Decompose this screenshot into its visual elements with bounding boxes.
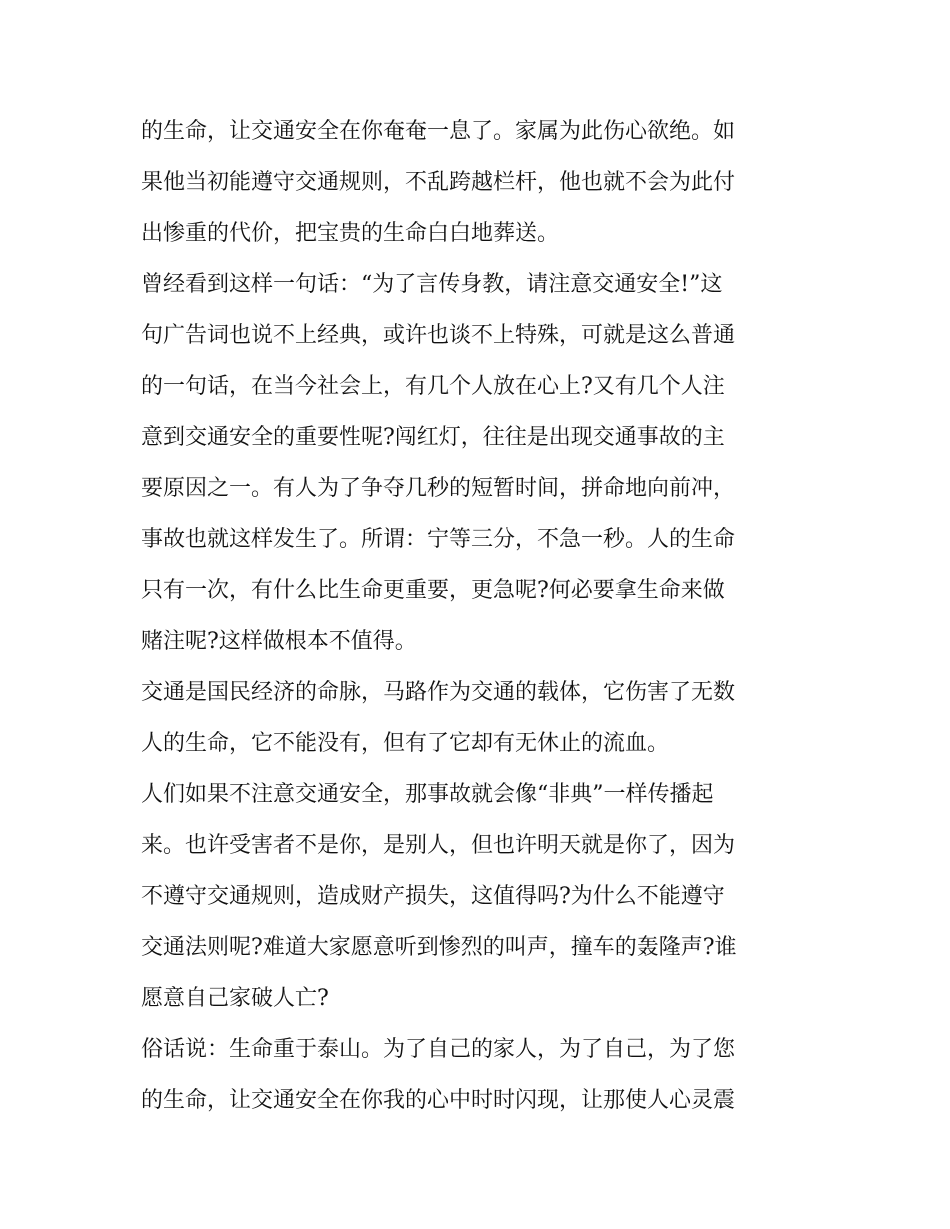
body-text <box>141 106 821 1126</box>
text-line: 的生命，让交通安全在你奄奄一息了。家属为此伤心欲绝。如 <box>141 119 736 144</box>
text-line: 交通法则呢?难道大家愿意听到惨烈的叫声，撞车的轰隆声?谁 <box>141 935 737 960</box>
text-line: 来。也许受害者不是你，是别人，但也许明天就是你了，因为 <box>141 833 736 858</box>
text-line: 只有一次，有什么比生命更重要，更急呢?何必要拿生命来做 <box>141 578 725 603</box>
text-line: 的生命，让交通安全在你我的心中时时闪现，让那使人心灵震 <box>141 1088 736 1113</box>
text-line: 交通是国民经济的命脉，马路作为交通的载体，它伤害了无数 <box>141 680 736 705</box>
text-line: 事故也就这样发生了。所谓：宁等三分，不急一秒。人的生命 <box>141 527 736 552</box>
text-line: 意到交通安全的重要性呢?闯红灯，往往是出现交通事故的主 <box>141 425 725 450</box>
text-line: 的一句话，在当今社会上，有几个人放在心上?又有几个人注 <box>141 374 725 399</box>
text-line: 俗话说：生命重于泰山。为了自己的家人，为了自己，为了您 <box>141 1037 736 1062</box>
text-line: 赌注呢?这样做根本不值得。 <box>141 629 417 654</box>
text-line: 出惨重的代价，把宝贵的生命白白地葬送。 <box>141 221 560 246</box>
text-line: 愿意自己家破人亡? <box>141 986 329 1011</box>
text-line: 果他当初能遵守交通规则，不乱跨越栏杆，他也就不会为此付 <box>141 170 736 195</box>
text-line: 曾经看到这样一句话：“为了言传身教，请注意交通安全!”这 <box>141 272 723 297</box>
text-line: 要原因之一。有人为了争夺几秒的短暂时间，拼命地向前冲， <box>141 476 736 501</box>
text-line: 句广告词也说不上经典，或许也谈不上特殊，可就是这么普通 <box>141 323 736 348</box>
text-line: 人们如果不注意交通安全，那事故就会像“非典”一样传播起 <box>141 782 714 807</box>
text-line: 不遵守交通规则，造成财产损失，这值得吗?为什么不能遵守 <box>141 884 725 909</box>
text-line: 人的生命，它不能没有，但有了它却有无休止的流血。 <box>141 731 670 756</box>
